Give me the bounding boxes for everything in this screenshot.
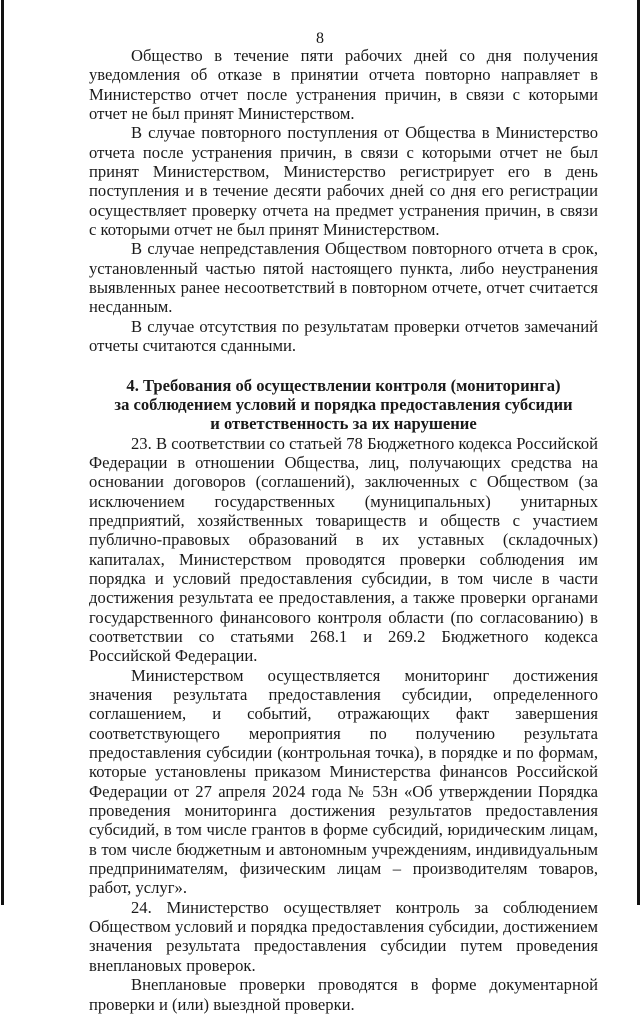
scan-border-left xyxy=(1,0,4,905)
spacer xyxy=(89,356,598,376)
section-heading xyxy=(89,376,598,434)
paragraph-item-23: 23. В соответствии со статьей 78 Бюджетного кодекса Российской Федерации в отношении Общества, лиц, получающих средства на основании договоров (соглашений), заключенных с Обществом (за исключением государственных (муниципальных) унитарных предприятий, хозяйственных товариществ и обществ с участием публично-правовых образований в их уставных (складочных) капиталах, Министерством проводятся проверки соблюдения им порядка и условий предоставления субсидии, в том числе в части достижения результата ее предоставления, а также проверки органами государственного финансового контроля области (по согласованию) в соответствии со статьями 268.1 и 269.2 Бюджетного кодекса Российской Федерации. xyxy=(89,433,598,666)
paragraph-resubmission: Общество в течение пяти рабочих дней со дня получения уведомления об отказе в принятии отчета повторно направляет в Министерство отчет после устранения причин, в связи с которыми отчет не был принят Министерством. xyxy=(89,46,598,124)
page-number: 8 xyxy=(316,30,324,47)
paragraph-monitoring: Министерством осуществляется мониторинг достижения значения результата предоставления субсидии, определенного соглашением, и событий, отражающих факт завершения соответствующего мероприятия по получению результата предоставления субсидии (контрольная точка), в порядке и по формам, которые установлены приказом Министерства финансов Российской Федерации от 27 апреля 2024 года № 53н «Об утверждении Порядка проведения мониторинга достижения результатов предоставления субсидий, в том числе грантов в форме субсидий, юридическим лицам, в том числе бюджетным и автономным учреждениям, индивидуальным предпринимателям, физическим лицам – производителям товаров, работ, услуг». xyxy=(89,665,598,898)
section-heading-line-2: за соблюдением условий и порядка предоставления субсидии xyxy=(114,394,573,414)
paragraph-repeat-receipt: В случае повторного поступления от Общества в Министерство отчета после устранения причин, в связи с которыми отчет не был принят Министерством, Министерство регистрирует его в день поступления и в течение десяти рабочих дней со дня его регистрации осуществляет проверку отчета на предмет устранения причин, в связи с которыми отчет не был принят Министерством. xyxy=(89,123,598,240)
document-body xyxy=(89,46,598,1014)
paragraph-item-24: 24. Министерство осуществляет контроль за соблюдением Обществом условий и порядка предоставления субсидии, достижением значения результата предоставления субсидии путем проведения внеплановых проверок. xyxy=(89,897,598,975)
paragraph-unscheduled-checks: Внеплановые проверки проводятся в форме документарной проверки и (или) выездной проверки. xyxy=(89,975,598,1014)
paragraph-non-submission: В случае непредставления Обществом повторного отчета в срок, установленный частью пятой настоящего пункта, либо неустранения выявленных ранее несоответствий в повторном отчете, отчет считается несданным. xyxy=(89,239,598,317)
section-heading-line-3: и ответственность за их нарушение xyxy=(210,414,477,434)
section-heading-line-1: 4. Требования об осуществлении контроля (мониторинга) xyxy=(126,375,561,395)
paragraph-no-remarks: В случае отсутствия по результатам проверки отчетов замечаний отчеты считаются сданными. xyxy=(89,316,598,356)
